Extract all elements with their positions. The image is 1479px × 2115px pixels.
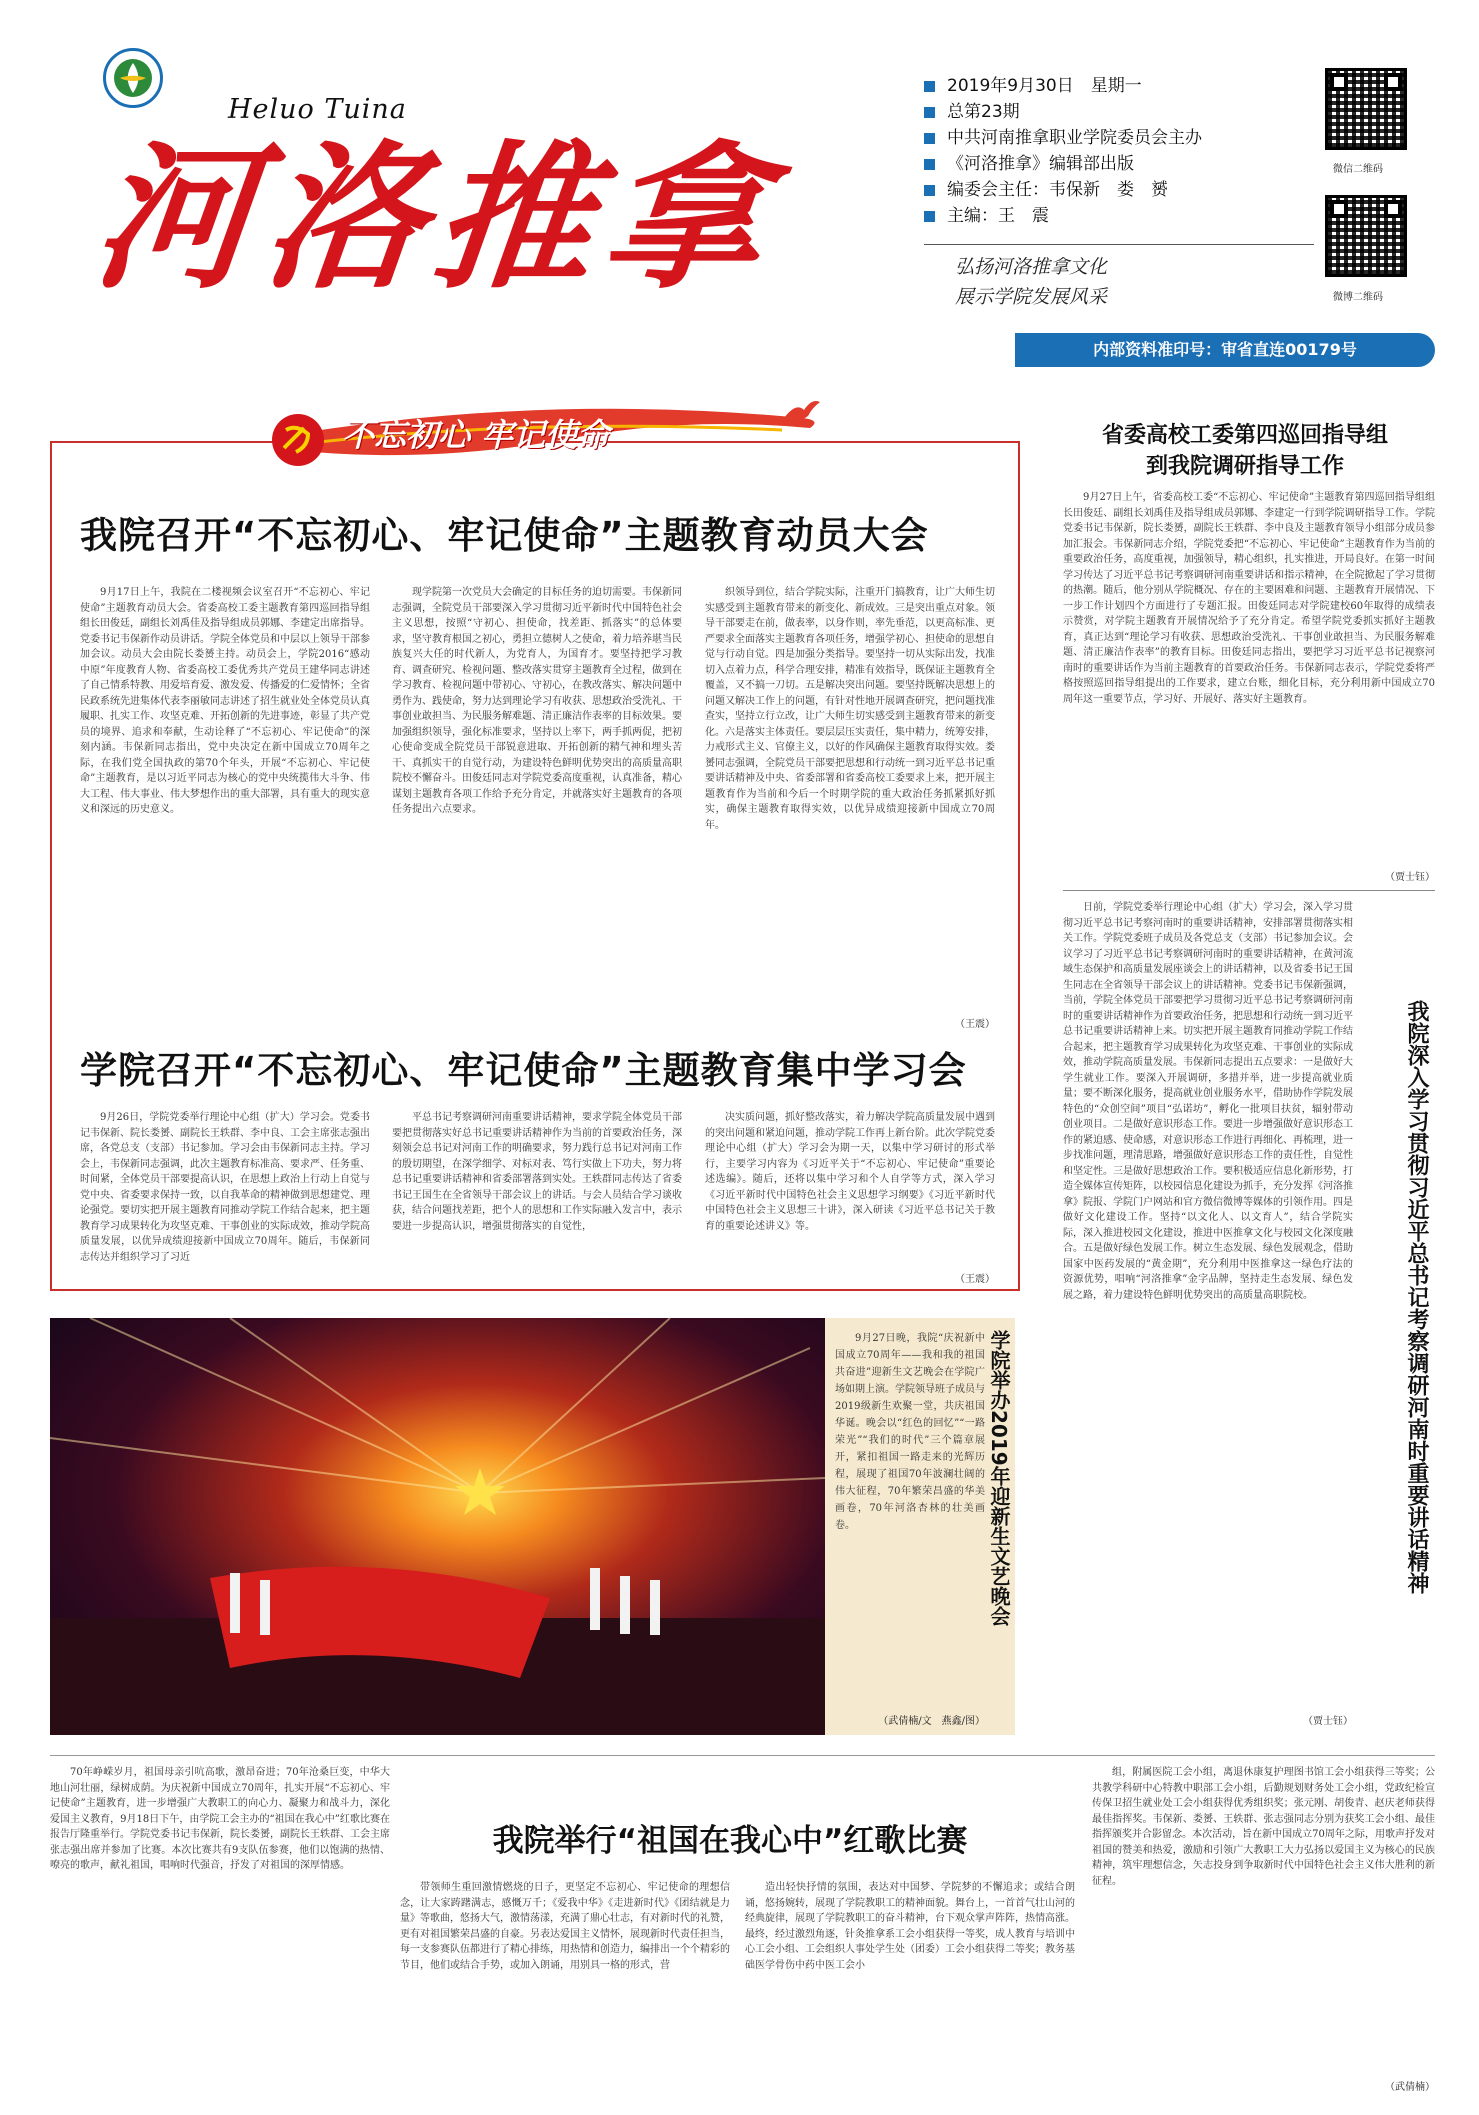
article1-col1: 9月17日上午，我院在二楼视频会议室召开“不忘初心、牢记使命”主题教育动员大会。省委高校工委主题教育第四巡回指导组组长田俊廷，副组长刘禹佳及指导组成员郭娜、李建定出席指导。党委书记韦保新作动员讲话。学院全体党员和中层以上领导干部参加会议。动员大会由院长娄赟主持。动员会上，学院2016“感动中原”年度教育人物、省委高校工委优秀共产党员王建华同志讲述了自己情系特教、用爱培育爱、激发爱、传播爱的仁爱情怀；全省民政系统先进集体代表李丽敏同志讲述了招生就业处全体党员认真履职、扎实工作、攻坚克难、开拓创新的先进事迹，彰显了共产党员的境界、追求和奉献，生动诠释了“不忘初心、牢记使命”的深刻内涵。韦保新同志指出，党中央决定在新中国成立70周年之际，在我们党全国执政的第70个年头，开展“不忘初心、牢记使命”主题教育，是以习近平同志为核心的党中央统揽伟大斗争、伟大工程、伟大事业、伟大梦想作出的重大部署，具有重大的现实意义和深远的历史意义。 (80, 587, 370, 815)
college-logo (103, 48, 163, 108)
article1-signature: （王震） (955, 1019, 995, 1030)
banner-text: 不忘初心 牢记使命 (342, 416, 610, 454)
side2-signature: （贾士钰） (1303, 1716, 1353, 1727)
wechat-qr-label: 微信二维码 (1333, 164, 1383, 175)
article3-headline: 我院举行“祖国在我心中”红歌比赛 (492, 1823, 968, 1859)
article2-col3: 决实质问题，抓好整改落实，着力解决学院高质量发展中遇到的突出问题和紧迫问题，推动学院工作再上新台阶。此次学院党委理论中心组（扩大）学习会为期一天，以集中学习研讨的形式举行，主要学习内容为《习近平关于“不忘初心、牢记使命”重要论述选编》。随后，还将以集中学习和个人自学等方式，深入学习《习近平新时代中国特色社会主义思想学习纲要》《习近平新时代中国特色社会主义思想三十讲》，深入研读《习近平总书记关于教育的重要论述讲义》等。 (705, 1112, 995, 1232)
permit-bar (1015, 333, 1435, 367)
permit-text: 内部资料准印号：审省直连00179号 (1093, 340, 1357, 359)
side1-headline: 省委高校工委第四巡回指导组 到我院调研指导工作 (1101, 423, 1388, 479)
masthead-title: 河洛推拿 (85, 126, 785, 311)
weibo-qr-label: 微博二维码 (1333, 292, 1383, 303)
article2-col1: 9月26日，学院党委举行理论中心组（扩大）学习会。党委书记韦保新、院长娄赟、副院长王轶群、李中良、工会主席张志强出席，各党总支（支部）书记参加。学习会由韦保新同志主持。学习会上，韦保新同志强调，此次主题教育标准高、要求严、任务重、时间紧，全体党员干部要提高认识，在思想上政治上行动上自觉与党中央、省委要求保持一致，以自我革命的精神做到思想建党、理论强党。要切实把开展主题教育同推动学院工作结合起来，把主题教育学习成果转化为攻坚克难、干事创业的实际成效，推动学院高质量发展，以优异成绩迎接新中国成立70周年。随后，韦保新同志传达并组织学习了习近 (80, 1112, 370, 1263)
bullet-square-icon (924, 159, 935, 170)
article2-signature: （王震） (955, 1274, 995, 1285)
info-sponsor: 中共河南推拿职业学院委员会主办 (924, 125, 1202, 151)
wechat-qr-icon (1325, 68, 1407, 150)
info-editor: 主编：王 震 (924, 203, 1202, 229)
weibo-qr-icon (1325, 195, 1407, 277)
info-publisher: 《河洛推拿》编辑部出版 (924, 151, 1202, 177)
stage-photo (50, 1318, 825, 1735)
bullet-square-icon (924, 185, 935, 196)
bullet-square-icon (924, 211, 935, 222)
article1-headline: 我院召开“不忘初心、牢记使命”主题教育动员大会 (80, 514, 929, 557)
side2-text: 日前，学院党委举行理论中心组（扩大）学习会，深入学习贯彻习近平总书记考察河南时的重要讲话精神，安排部署贯彻落实相关工作。学院党委班子成员及各党总支（支部）书记参加会议。会议学习了习近平总书记考察调研河南时的重要讲话精神，在黄河流域生态保护和高质量发展座谈会上的讲话精神，以及省委书记王国生同志在全省领导干部会议上的讲话精神。党委书记韦保新强调，当前，学院全体党员干部要把学习贯彻习近平总书记考察调研河南时的重要讲话精神作为首要政治任务，把思想和行动统一到习近平总书记重要讲话精神上来。切实把开展主题教育同推动学院工作结合起来，把主题教育学习成果转化为攻坚克难、干事创业的实际成效，推动学院高质量发展。韦保新同志提出五点要求：一是做好大学生就业工作。要深入开展调研，多措并举，进一步提高就业质量；要不断深化服务，提高就业创业服务水平，借助协作学院发展特色的“众创空间”项目“弘诺坊”，孵化一批项目扶贫，辐射带动创业项目。二是做好意识形态工作。要进一步增强做好意识形态工作的紧迫感、使命感，对意识形态工作进行再细化、再梳理，进一步找准问题，理清思路，增强做好意识形态工作的责任性，自觉性和坚定性。三是做好思想政治工作。要积极适应信息化新形势，打造全媒体宣传矩阵，以校园信息化建设为抓手，充分发挥《河洛推拿》院报、学院门户网站和官方微信微博等媒体的引领作用。四是做好文化建设工作。坚持“以文化人、以文育人”，结合学院实际，深入推进校园文化建设，推进中医推拿文化与校园文化深度融合。五是做好绿色发展工作。树立生态发展、绿色发展观念，借助国家中医药发展的“黄金期”，充分利用中医推拿这一绿色疗法的资源优势，唱响“河洛推拿”金字品牌，坚持走生态发展、绿色发展之路，着力建设特色鲜明优势突出的高质量高职院校。 (1063, 902, 1353, 1301)
bullet-square-icon (924, 81, 935, 92)
article3-col4: 组，附属医院工会小组，离退休康复护理图书馆工会小组获得三等奖；公共教学科研中心特教中职部工会小组，后勤规划财务处工会小组，党政纪检宣传保卫招生就业处工会小组获得优秀组织奖；张元刚、胡俊青、赵庆老师获得最佳指挥奖。韦保新、娄赟、王轶群、张志强同志分别为获奖工会小组、最佳指挥颁奖并合影留念。本次活动，旨在新中国成立70周年之际，用歌声抒发对祖国的赞美和热爱，激励和引领广大教职工大力弘扬以爱国主义为核心的民族精神，筑牢理想信念，矢志投身到争取新时代中国特色社会主义伟大胜利的新征程。 (1092, 1767, 1435, 1887)
dove-icon (782, 398, 822, 428)
issue-info (924, 73, 1202, 229)
info-issue: 总第23期 (924, 99, 1202, 125)
article3-col1: 70年峥嵘岁月，祖国母亲引吭高歌，激昂奋进；70年沧桑巨变，中华大地山河壮丽，绿树成荫。为庆祝新中国成立70周年，扎实开展“不忘初心、牢记使命”主题教育，进一步增强广大教职工的向心力、凝聚力和战斗力，深化爱国主义教育，9月18日下午，由学院工会主办的“祖国在我心中”红歌比赛在报告厅隆重举行。学院党委书记韦保新，院长娄赟，副院长王轶群、工会主席张志强出席并参加了比赛。本次比赛共有9支队伍参赛，他们以饱满的热情、嘹亮的歌声，献礼祖国，唱响时代强音，抒发了对祖国的深厚情感。 (50, 1767, 390, 1871)
article1-col3: 织领导到位，结合学院实际，注重开门搞教育，让广大师生切实感受到主题教育带来的新变化、新成效。三是突出重点对象。领导干部要走在前，做表率，以身作则，率先垂范，以更高标准、更严要求全面落实主题教育各项任务，增强学初心、担使命的思想自觉与行动自觉。四是加强分类指导。要坚持一切从实际出发，找准切入点着力点，科学合理安排，精准有效指导，既保证主题教育全覆盖，又不搞一刀切。五是解决突出问题。要坚持既解决思想上的问题又解决工作上的问题，有针对性地开展调查研究，把问题找准查实，坚持立行立改，让广大师生切实感受到主题教育带来的新变化。六是落实主体责任。要层层压实责任，集中精力，统筹安排，力戒形式主义、官僚主义，以好的作风确保主题教育取得实效。娄赟同志强调，全院党员干部要把思想和行动统一到习近平总书记重要讲话精神及中央、省委部署和省委高校工委要求上来，把开展主题教育作为当前和今后一个时期学院的重大政治任务抓紧抓好抓实，确保主题教育取得实效，以优异成绩迎接新中国成立70周年。 (705, 587, 995, 831)
photo-signature: （武倩楠/文 燕鑫/图） (878, 1716, 985, 1727)
article2-col2: 平总书记考察调研河南重要讲话精神，要求学院全体党员干部要把贯彻落实好总书记重要讲话精神作为当前的首要政治任务，深刻领会总书记对河南工作的明确要求，努力践行总书记对河南工作的殷切期望，在深学细学、对标对表、笃行实做上下功夫，努力将总书记重要讲话精神和省委部署落到实处。王轶群同志传达了省委书记王国生在全省领导干部会议上的讲话。与会人员结合学习谈收获，结合问题找差距，把个人的思想和工作实际融入发言中，表示要进一步提高认识，增强贯彻落实的自觉性， (392, 1112, 682, 1232)
bullet-square-icon (924, 133, 935, 144)
side1-signature: （贾士钰） (1385, 872, 1435, 883)
article3-signature: （武倩楠） (1385, 2082, 1435, 2093)
photo-vertical-title: 学院举办2019年迎新生文艺晚会 (987, 1330, 1011, 1626)
side-divider (1063, 890, 1435, 891)
bottom-divider (50, 1755, 1435, 1756)
masthead-pinyin: Heluo Tuina (228, 94, 407, 125)
info-date: 2019年9月30日 星期一 (924, 73, 1202, 99)
divider-line (924, 244, 1314, 245)
article2-headline: 学院召开“不忘初心、牢记使命”主题教育集中学习会 (80, 1049, 967, 1092)
article3-col3: 造出轻快抒情的氛围，表达对中国梦、学院梦的不懈追求；或结合朗诵，悠扬婉转，展现了学院教职工的精神面貌。舞台上，一首首气壮山河的经典旋律，展现了学院教职工的奋斗精神，台下观众掌声阵阵，热情高涨。最终，经过激烈角逐，针灸推拿系工会小组获得一等奖，成人教育与培训中心工会小组、工会组织人事处学生处（团委）工会小组获得二等奖；教务基础医学骨伤中药中医工会小 (745, 1882, 1075, 1971)
info-committee: 编委会主任：韦保新 娄 赟 (924, 177, 1202, 203)
masthead (0, 0, 1479, 380)
side1-text: 9月27日上午，省委高校工委“不忘初心、牢记使命”主题教育第四巡回指导组组长田俊廷、副组长刘禹佳及指导组成员郭娜、李建定一行到学院调研指导工作。学院党委书记韦保新，院长娄赟，副院长王轶群、李中良及主题教育领导小组部分成员参加汇报会。韦保新同志介绍，学院党委把“不忘初心、牢记使命”主题教育作为当前的重要政治任务，高度重视，加强领导，精心组织，扎实推进，开局良好。在第一时间学习传达了习近平总书记考察调研河南重要讲话和指示精神，在全院掀起了学习贯彻的热潮。随后，他分别从学院概况、存在的主要困难和问题、主题教育开展情况、下一步工作计划四个方面进行了专题汇报。田俊廷同志对学院建校60年取得的成绩表示赞赏，对学院主题教育开展情况给予了充分肯定。希望学院党委抓实抓好主题教育，真正达到“理论学习有收获、思想政治受洗礼、干事创业敢担当、为民服务解难题、清正廉洁作表率”的教育目标。田俊廷同志指出，要把学习习近平总书记视察河南时的重要讲话作为当前主题教育的首要政治任务。韦保新同志表示，学院党委将严格按照巡回指导组提出的工作要求，建立台账，细化目标，充分利用新中国成立70周年这一重要节点，学习好、开展好、落实好主题教育。 (1063, 492, 1435, 705)
article1-col2: 现学院第一次党员大会确定的目标任务的迫切需要。韦保新同志强调，全院党员干部要深入学习贯彻习近平新时代中国特色社会主义思想，按照“守初心、担使命，找差距、抓落实”的总体要求，坚守教育根国之初心，勇担立德树人之使命，着力培养堪当民族复兴大任的时代新人，为党育人，为国育才。要坚持把学习教育、调查研究、检视问题、整改落实贯穿主题教育全过程，做到在学习教育、检视问题中带初心、守初心，在教改落实、解决问题中勇作为、践使命，努力达到理论学习有收获、思想政治受洗礼、干事创业敢担当、为民服务解难题、清正廉洁作表率的目标效果。要加强组织领导，强化标准要求，坚持以上率下，两手抓两促，把初心使命变成全院党员干部锐意进取、开拓创新的精气神和埋头苦干、真抓实干的自觉行动，为建设特色鲜明优势突出的高质量高职院校不懈奋斗。田俊廷同志对学院党委高度重视，认真准备，精心谋划主题教育各项工作给予充分肯定，并就落实好主题教育的各项任务提出六点要求。 (392, 587, 682, 815)
slogan: 弘扬河洛推拿文化 展示学院发展风采 (955, 256, 1108, 308)
article3-col2: 带领师生重回激情燃烧的日子，更坚定不忘初心、牢记使命的理想信念，让大家踌躇满志，感慨万千；《爱我中华》《走进新时代》《团结就是力量》等歌曲，悠扬大气，激情荡漾，充满了鼎心壮志，有对新时代的礼赞，更有对祖国繁荣昌盛的自豪。另表达爱国主义情怀，展现新时代责任担当，每一支参赛队伍都进行了精心排练，用热情和创造力，编排出一个个精彩的节目，他们或结合手势，或加入朗诵，用别具一格的形式，营 (400, 1882, 730, 1971)
theme-banner (262, 398, 827, 468)
photo-caption: 9月27日晚，我院“庆祝新中国成立70周年——我和我的祖国共奋进”迎新生文艺晚会在学院广场如期上演。学院领导班子成员与2019级新生欢聚一堂，共庆祖国华诞。晚会以“红色的回忆”“一路荣光”“我们的时代”三个篇章展开，紧扣祖国一路走来的光辉历程，展现了祖国70年波澜壮阔的伟大征程，70年繁荣昌盛的华美画卷，70年河洛杏林的壮美画卷。 (835, 1333, 985, 1531)
bullet-square-icon (924, 107, 935, 118)
side2-headline: 我院深入学习贯彻习近平总书记考察调研河南时重要讲话精神 (1404, 1000, 1429, 1594)
